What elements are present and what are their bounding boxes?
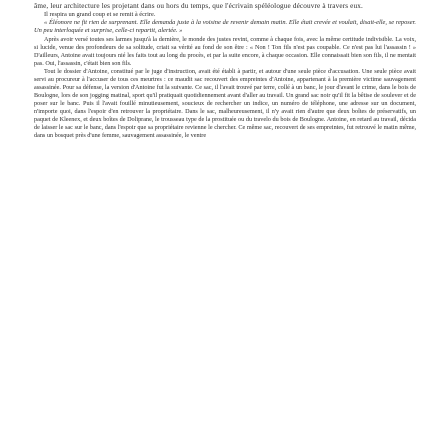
paragraph-case-file: Tout le dossier d'Antoine, constitué par le juge d'instruction, avait été établi à partir, et autour d'une seule pièce d'accusation. Une seule pièce avait servi au procureur à l'accuser de tous ces meurtres : ce maudit sac recouvert des empreintes d'Antoine, appartenant à la première victime sauvagement assassinée. Pour sa défense, la version d'Antoine fut la suivante. Ce sac, il l'avait trouvé par terre, collé à un banc, le jour d'avant le crime, dans le bois de Boulogne, lors de son jogging matinal, sport qu'il pratiquait quotidiennement avant d'aller au travail. Un grand sac noir qu'il fit la bêtise de soulever et de poser sur le banc. Puis il l'avait fouillé minutieusement, soucieux de rechercher un indice, un numéro de téléphone, une adresse sur un document, n'importe quoi, dans l'espoir d'en retrouver la propriétaire. Dans le sac, malheureusement, il n'y avait rien d'autre que deux boîtes de préservatifs, un paquet de Kleenex, et deux boîtes de Doliprane, le trousseau type de la prostituée ou du travelo du bois de Boulogne. Antoine, en retard au travail, décida de laisser le sac sur le banc, dans l'espoir que sa propriétaire revienne le chercher. Ce même sac, recouvert de ses empreintes, fut retrouvé le matin même, dans un bosquet près d'une femme, sauvagement assassinée, le ventre (34, 67, 416, 140)
body-text (34, 2, 416, 140)
paragraph-narration: Il respira un grand coup et se remit à écrire. (44, 11, 156, 18)
paragraph-continuation: âme, leur architecture les projetant dans ou hors du temps, que l'écrivain spéléologue découvre à travers eux. (34, 2, 363, 10)
paragraph-quoted-excerpt: « Éléonore ne fit rien de surprenant. Elle demanda juste à la voisine de revenir demain matin. Elle était crevée et voulait, disait-elle, se reposer. Un peu interloquée et surprise, celle-ci repartit, alertée. » (34, 19, 416, 35)
paragraph-reflection: Après avoir versé toutes ses larmes jusqu'à la dernière, le monde des justes revint, comme à chaque fois, avec la même certitude indivisible. La voix, si lucide, venue des profondeurs de sa solitude, criait sa vérité au fond de son être : « Non ! Ton fils n'est pas coupable. Ce n'est pas lui l'assassin ! » D'ailleurs, Antoine avait toujours nié les faits tout au long du procès, et par la suite encore, à chaque occasion. Elle connaissait bien son fils, il ne mentait pas. Oui, l'assassin, c'était bien son fils. (34, 35, 416, 67)
